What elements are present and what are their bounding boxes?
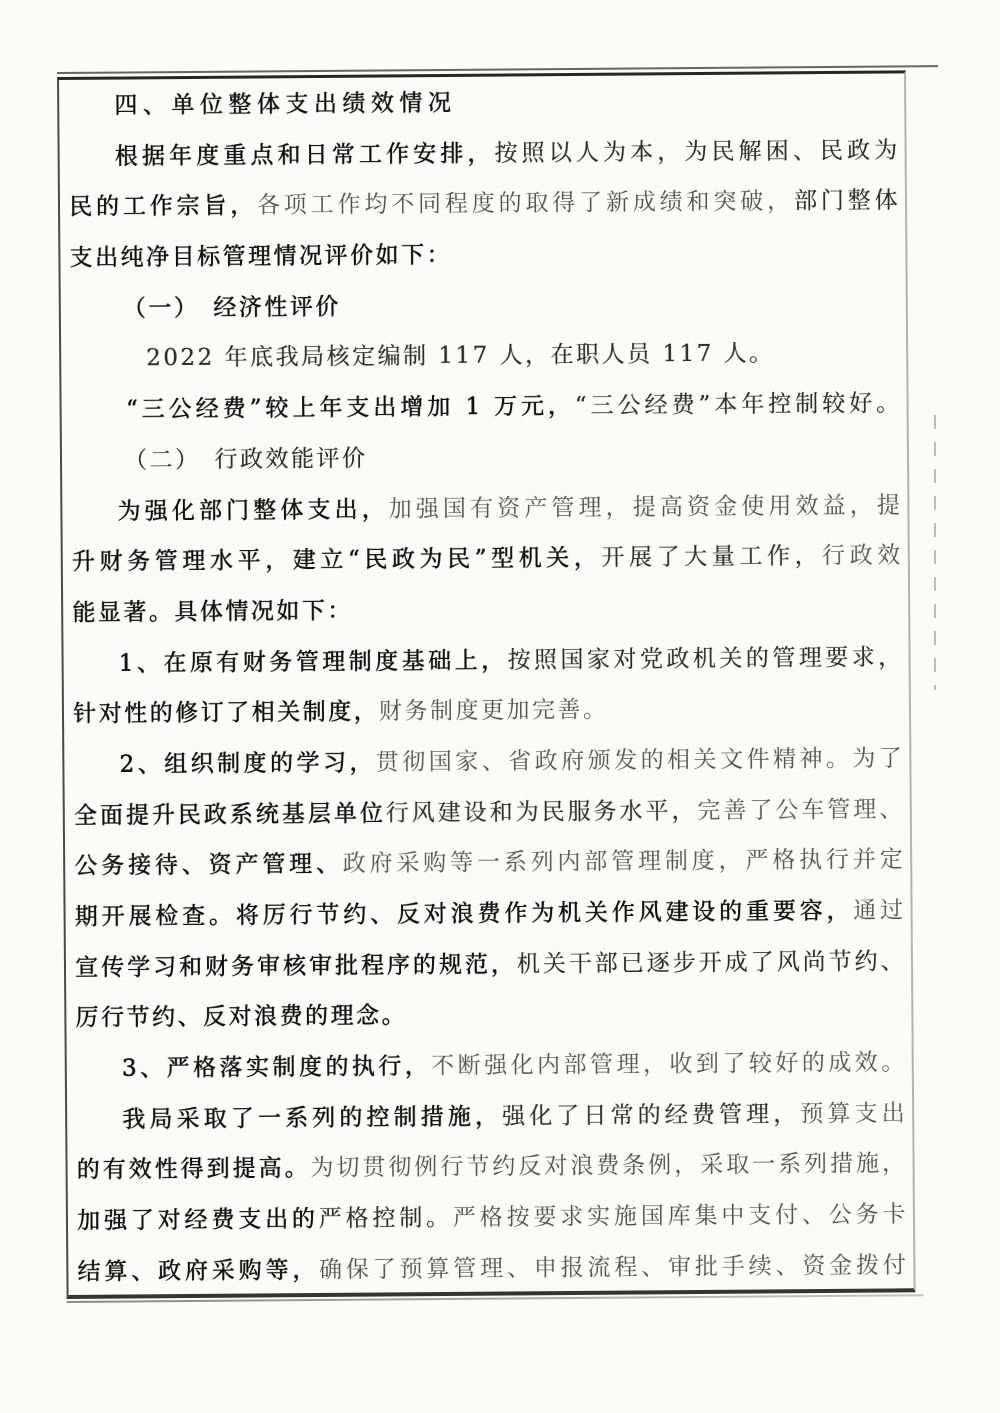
text-run: 强化了日常的经费管理， <box>501 1100 801 1130</box>
text-run: 政府采购等一系列内部管理制度，严格执行并定 <box>342 846 906 878</box>
text-run: 为强化部门整体支出， <box>117 495 389 525</box>
text-run: 加强国有资产管理，提高资金使用效益，提 <box>388 491 903 522</box>
document-lines <box>59 73 914 1295</box>
text-run: 不断强化内部管理，收到了较好的成效。 <box>431 1049 907 1080</box>
text-run: 贯彻国家、省政府颁发的相关文件精神。为了 <box>375 745 905 776</box>
section-heading <box>68 74 899 131</box>
text-run: 通过 <box>853 897 906 924</box>
paragraph-line <box>72 632 903 689</box>
text-run: 升财务管理水平，建立“民政为民”型机关， <box>71 544 602 576</box>
text-run: 机关干部已逐步开成了风尚节约、 <box>516 948 907 978</box>
paragraph-line <box>75 936 906 993</box>
paragraph-line <box>75 987 906 1044</box>
paragraph-line <box>74 885 905 942</box>
text-run: 1、在原有财务管理制度基础上， <box>118 647 508 677</box>
text-run: 开展了大量工作， <box>601 543 823 571</box>
paragraph-line <box>68 125 899 182</box>
text-run: 按照国家对党政机关的管理要求， <box>507 643 904 674</box>
text-run: “三公经费”较上年支出增加 1 万元， <box>125 393 575 423</box>
text-run: 根据年度重点和日常工作安排， <box>114 140 495 170</box>
text-run: 我局采取了一系列的控制措施， <box>122 1103 503 1133</box>
paragraph-line <box>70 328 901 385</box>
paragraph-line <box>77 1189 908 1246</box>
text-run: 严格控制。 <box>318 1205 453 1233</box>
text-run: 期开展检查。将厉行节约、反对浪费作为机关作风建设的重要容， <box>74 897 854 930</box>
text-run: 加强了对经费支出的 <box>76 1206 319 1235</box>
text-run: 全面提升民政系统基层单位 <box>73 800 386 829</box>
text-run: 宣传学习和财务审核审批程序的规范， <box>74 951 517 981</box>
text-run: 结算、政府采购等， <box>77 1256 320 1285</box>
paragraph-line <box>76 1088 907 1145</box>
paragraph-line <box>73 733 904 790</box>
subsection-heading <box>71 429 902 486</box>
text-run: 厉行节约、反对浪费的理念。 <box>75 1002 407 1032</box>
text-run: （二） 行政效能评价 <box>123 445 368 474</box>
text-run: （一） 经济性评价 <box>122 293 341 322</box>
paragraph-line <box>74 835 905 892</box>
paragraph-line <box>72 581 903 638</box>
text-run: 能显著。具体情况如下： <box>72 597 353 626</box>
text-run: 财务制度更加完善。 <box>378 696 609 725</box>
paragraph-line <box>69 226 900 283</box>
paragraph-line <box>77 1240 908 1297</box>
paragraph-line <box>69 176 900 233</box>
text-run: 行风建设和为民服务水平， <box>385 797 698 827</box>
text-run: 公务接待、资产管理、 <box>74 851 343 880</box>
paragraph-line <box>70 379 901 436</box>
text-run: 3、严格落实制度的执行， <box>121 1053 432 1082</box>
text-run: 部门整体 <box>793 187 901 215</box>
scan-artifact-line <box>934 415 936 690</box>
text-run: 确保了预算管理、申报流程、审批手续、资金拨付 <box>318 1252 909 1283</box>
text-run: 完善了公车管理、 <box>697 795 905 824</box>
text-run: 按照以人为本，为民解困、民政为 <box>494 137 900 167</box>
document-table-frame <box>57 70 916 1299</box>
text-run: 2、组织制度的学习， <box>119 749 376 778</box>
paragraph-line <box>76 1139 907 1196</box>
text-run: 严格按要求实施国库集中支付、公务卡 <box>452 1201 909 1232</box>
paragraph-line <box>74 784 905 841</box>
paragraph-line <box>72 531 903 588</box>
text-run: 针对性的修订了相关制度， <box>72 698 380 728</box>
text-run: 各项工作均不同程度的取得了新成绩和突破， <box>256 188 795 219</box>
text-run: 预算支出 <box>800 1100 908 1127</box>
text-run: 四、单位整体支出绩效情况 <box>114 89 457 119</box>
text-run: 为切贯彻例行节约反对浪费条例，采取一系列措施， <box>310 1150 908 1182</box>
text-run: 的有效性得到提高。 <box>76 1155 311 1184</box>
text-run: 行政效 <box>821 542 903 570</box>
text-run: 2022 年底我局核定编制 117 人，在职人员 117 人。 <box>146 340 775 372</box>
text-run: “三公经费”本年控制较好。 <box>574 390 902 420</box>
text-run: 民的工作宗旨， <box>68 192 258 221</box>
paragraph-line <box>73 683 904 740</box>
text-run: 支出纯净目标管理情况评价如下： <box>69 241 453 271</box>
paragraph-line <box>76 1037 907 1094</box>
subsection-heading <box>70 277 901 334</box>
paragraph-line <box>71 480 902 537</box>
